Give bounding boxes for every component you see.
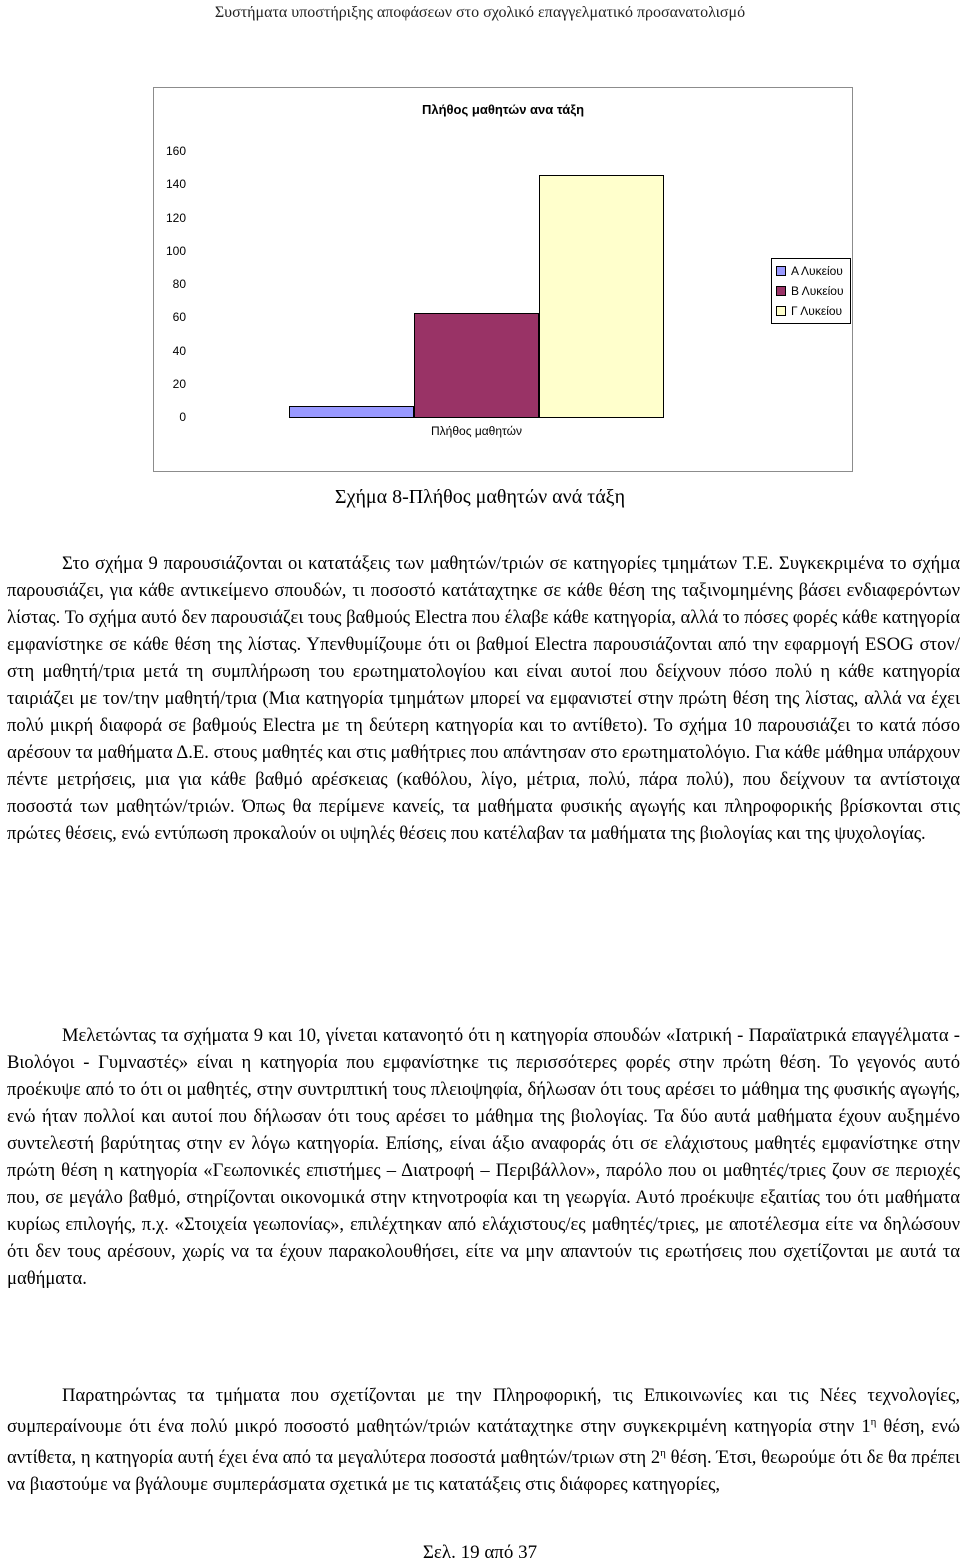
page-header: Συστήματα υποστήριξης αποφάσεων στο σχολικό επαγγελματικό προσανατολισμό <box>214 4 746 21</box>
legend-label: Γ Λυκείου <box>791 304 843 318</box>
figure-caption: Σχήμα 8-Πλήθος μαθητών ανά τάξη <box>334 486 626 508</box>
chart-title: Πλήθος μαθητών ανα τάξη <box>421 102 585 117</box>
legend-swatch <box>776 266 786 276</box>
y-tick-label: 0 <box>179 410 186 424</box>
bar-chart <box>153 87 853 472</box>
legend-label: Α Λυκείου <box>791 264 843 278</box>
legend-item <box>776 263 843 279</box>
y-tick-label: 120 <box>165 210 186 225</box>
legend-label: Β Λυκείου <box>791 284 844 298</box>
bar <box>289 406 414 418</box>
x-axis-label: Πλήθος μαθητών <box>431 424 522 438</box>
y-tick-label: 80 <box>172 277 186 291</box>
legend-item <box>776 303 842 319</box>
y-tick-label: 20 <box>172 376 186 391</box>
y-tick-label: 140 <box>165 177 186 192</box>
paragraph-text: Στο σχήμα 9 παρουσιάζονται οι κατατάξεις των μαθητών/τριών σε κατηγορίες τμημάτων Τ.Ε. Συγκεκριμένα το σχήμα παρουσιάζει, για κάθε αντικείμενο σπουδών, τι ποσοστό κατάταχτηκε σε κάθε θέση της ταξινομημένης βάσει ενδιαφερόντων λίστας. Το σχήμα αυτό δεν παρουσιάζει τους βαθμούς Electra που έλαβε κάθε κατηγορία, αλλά το πόσες φορές κάθε κατηγορία εμφανίστηκε σε κάθε θέση της λίστας. Υπενθυμίζουμε ότι οι βαθμοί Electra παρουσιάζονται από την εφαρμογή ESOG στον/στη μαθητή/τρια μετά τη συμπλήρωση του ερωτηματολογίου και είναι αυτοί που δείχνουν πόσο πολύ η κάθε κατηγορία ταιριάζει με τον/την μαθητή/τρια (Μια κατηγορία τμημάτων μπορεί να εμφανιστεί στην πρώτη θέση της λίστας, αλλά να έχει πολύ μικρή διαφορά σε βαθμούς Electra με τη δεύτερη κατηγορία και το αντίθετο). Το σχήμα 10 παρουσιάζει το κατά πόσο αρέσουν τα μαθήματα Δ.Ε. στους μαθητές και στις μαθήτριες που απάντησαν στο ερωτηματολόγιο. Για κάθε μάθημα υπάρχουν πέντε μετρήσεις, μια για κάθε βαθμό αρέσκειας (καθόλου, λίγο, μέτρια, πολύ, πάρα πολύ), που δείχνουν τα αντίστοιχα ποσοστά των μαθητών/τριών. Όπως θα περίμενε κανείς, τα μαθήματα φυσικής αγωγής και πληροφορικής βρίσκονται στις πρώτες θέσεις, ενώ εντύπωση προκαλούν οι υψηλές θέσεις που κατέλαβαν τα μαθήματα της βιολογίας και της ψυχολογίας. <box>7 553 960 844</box>
text-run: Παρατηρώντας τα τμήματα που σχετίζονται με την Πληροφορική, τις Επικοινωνίες και τις Νέες τεχνολογίες, συμπεραίνουμε ότι ένα πολύ μικρό ποσοστό μαθητών/τριών κατάταχτηκε στην συγκεκριμένη κατηγορία στην 1 <box>7 1385 960 1438</box>
y-tick-label: 100 <box>165 243 186 258</box>
text-run: θέση. Έτσι, θεωρούμε ότι δε θα πρέπει να βιαστούμε να βγάλουμε συμπεράσματα σχετικά με τις κατατάξεις στις διάφορες κατηγορίες, <box>7 1447 960 1496</box>
legend-item <box>776 283 844 299</box>
y-tick-label: 40 <box>172 343 186 358</box>
paragraph-text <box>7 1382 960 1498</box>
paragraph-2 <box>7 1022 960 1292</box>
chart-legend <box>771 258 851 324</box>
page-number: Σελ. 19 από 37 <box>422 1542 538 1563</box>
y-tick-label: 160 <box>165 144 186 158</box>
paragraph-text: Μελετώντας τα σχήματα 9 και 10, γίνεται κατανοητό ότι η κατηγορία σπουδών «Ιατρική - Παραϊατρικά επαγγέλματα - Βιολόγοι - Γυμναστές» είναι η κατηγορία που εμφανίστηκε τις περισσότερες φορές στην πρώτη θέση. Το γεγονός αυτό προέκυψε από το ότι οι μαθητές, στην συντριπτική τους πλειοψηφία, δήλωσαν ότι τους αρέσει το μάθημα της φυσικής αγωγής, ενώ ήταν πολλοί και αυτοί που δήλωσαν ότι τους αρέσει το μάθημα της βιολογίας. Τα δύο αυτά μαθήματα έχουν αυξημένο συντελεστή βαρύτητας στην εν λόγω κατηγορία. Επίσης, είναι άξιο αναφοράς ότι σε ελάχιστους μαθητές εμφανίστηκε στην πρώτη θέση η κατηγορία «Γεωπονικές επιστήμες – Διατροφή – Περιβάλλον», παρόλο που οι μαθητές/τριες ζουν σε περιοχές που, σε μεγάλο βαθμό, στηρίζονται οικονομικά στην κτηνοτροφία και τη γεωργία. Αυτό προέκυψε εξαιτίας του ότι μαθήματα κυρίως επιλογής, π.χ. «Στοιχεία γεωπονίας», επιλέχτηκαν από ελάχιστους/ες μαθητές/τριες, με αποτέλεσμα είτε να δηλώσουν ότι δεν τους αρέσουν, χωρίς να τα έχουν παρακολουθήσει, είτε να μην απαντούν τις ερωτήσεις που σχετίζονται με αυτά τα μαθήματα. <box>7 1025 960 1289</box>
paragraph-1 <box>7 550 960 847</box>
superscript: η <box>870 1416 877 1428</box>
bar <box>539 175 664 418</box>
legend-swatch <box>776 306 786 316</box>
y-tick-label: 60 <box>172 310 186 325</box>
legend-swatch <box>776 286 786 296</box>
paragraph-3 <box>7 1382 960 1498</box>
text-run: θέση, ενώ αντίθετα, η κατηγορία αυτή έχει ένα από τα μεγαλύτερα ποσοστά μαθητών/τριων στη 2 <box>7 1416 960 1469</box>
bar <box>414 313 539 418</box>
superscript: η <box>660 1447 666 1460</box>
